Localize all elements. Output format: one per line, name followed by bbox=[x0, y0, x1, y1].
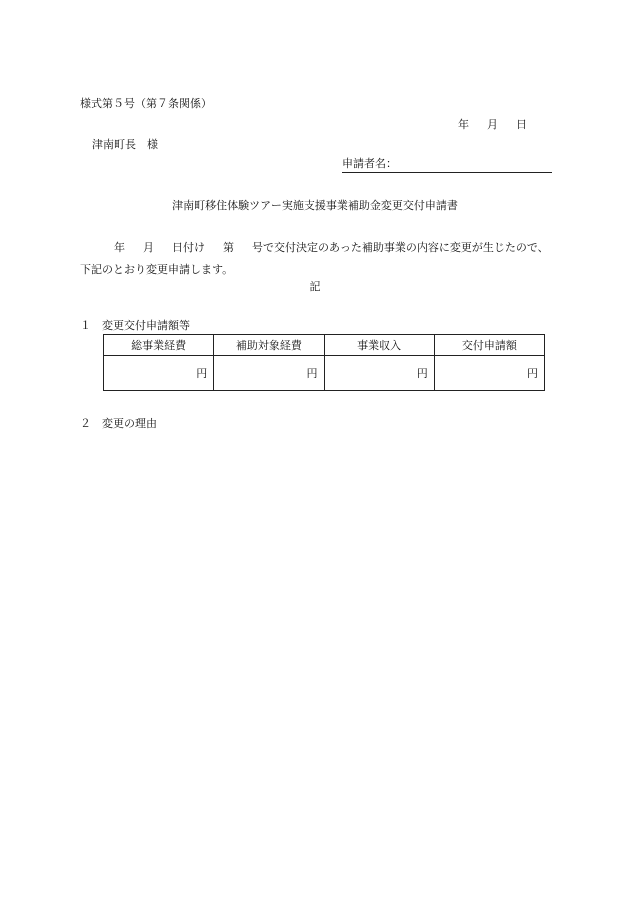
addressee: 津南町長 様 bbox=[92, 138, 158, 151]
cell-business-income[interactable] bbox=[324, 356, 434, 391]
date-day-label: 日 bbox=[516, 118, 527, 131]
document-title: 津南町移住体験ツアー実施支援事業補助金変更交付申請書 bbox=[172, 199, 458, 212]
table-header-row bbox=[104, 335, 545, 356]
form-number: 様式第５号（第７条関係） bbox=[80, 97, 212, 110]
header-eligible-cost: 補助対象経費 bbox=[214, 335, 324, 356]
yen-unit: 円 bbox=[527, 367, 538, 380]
section-1-number: １ bbox=[80, 319, 91, 332]
date-year-label: 年 bbox=[458, 118, 469, 131]
amounts-table bbox=[103, 334, 545, 391]
date-month-label: 月 bbox=[487, 118, 498, 131]
body-dated: 日付け bbox=[172, 241, 205, 254]
body-text: 号で交付決定のあった補助事業の内容に変更が生じたので、下記のとおり変更申請します。 bbox=[80, 241, 549, 276]
header-business-income: 事業収入 bbox=[324, 335, 434, 356]
header-total-cost: 総事業経費 bbox=[104, 335, 214, 356]
section-2-heading bbox=[80, 418, 157, 429]
yen-unit: 円 bbox=[196, 367, 208, 380]
yen-unit: 円 bbox=[416, 367, 428, 380]
applicant-name-field[interactable] bbox=[342, 158, 552, 173]
date-line bbox=[458, 119, 527, 130]
section-2-title: 変更の理由 bbox=[102, 417, 157, 430]
cell-eligible-cost[interactable] bbox=[214, 356, 324, 391]
table-row bbox=[104, 356, 545, 391]
header-requested-amount: 交付申請額 bbox=[434, 335, 544, 356]
section-1-heading bbox=[80, 320, 190, 331]
body-paragraph bbox=[80, 237, 552, 281]
section-1-title: 変更交付申請額等 bbox=[102, 319, 190, 332]
body-month: 月 bbox=[143, 241, 154, 254]
yen-unit: 円 bbox=[306, 367, 318, 380]
section-2-number: ２ bbox=[80, 417, 91, 430]
cell-total-cost[interactable] bbox=[104, 356, 214, 391]
body-no-prefix: 第 bbox=[223, 241, 234, 254]
applicant-label: 申請者名： bbox=[342, 157, 397, 170]
cell-requested-amount[interactable] bbox=[434, 356, 544, 391]
body-year: 年 bbox=[114, 241, 125, 254]
ki-heading: 記 bbox=[309, 280, 321, 293]
